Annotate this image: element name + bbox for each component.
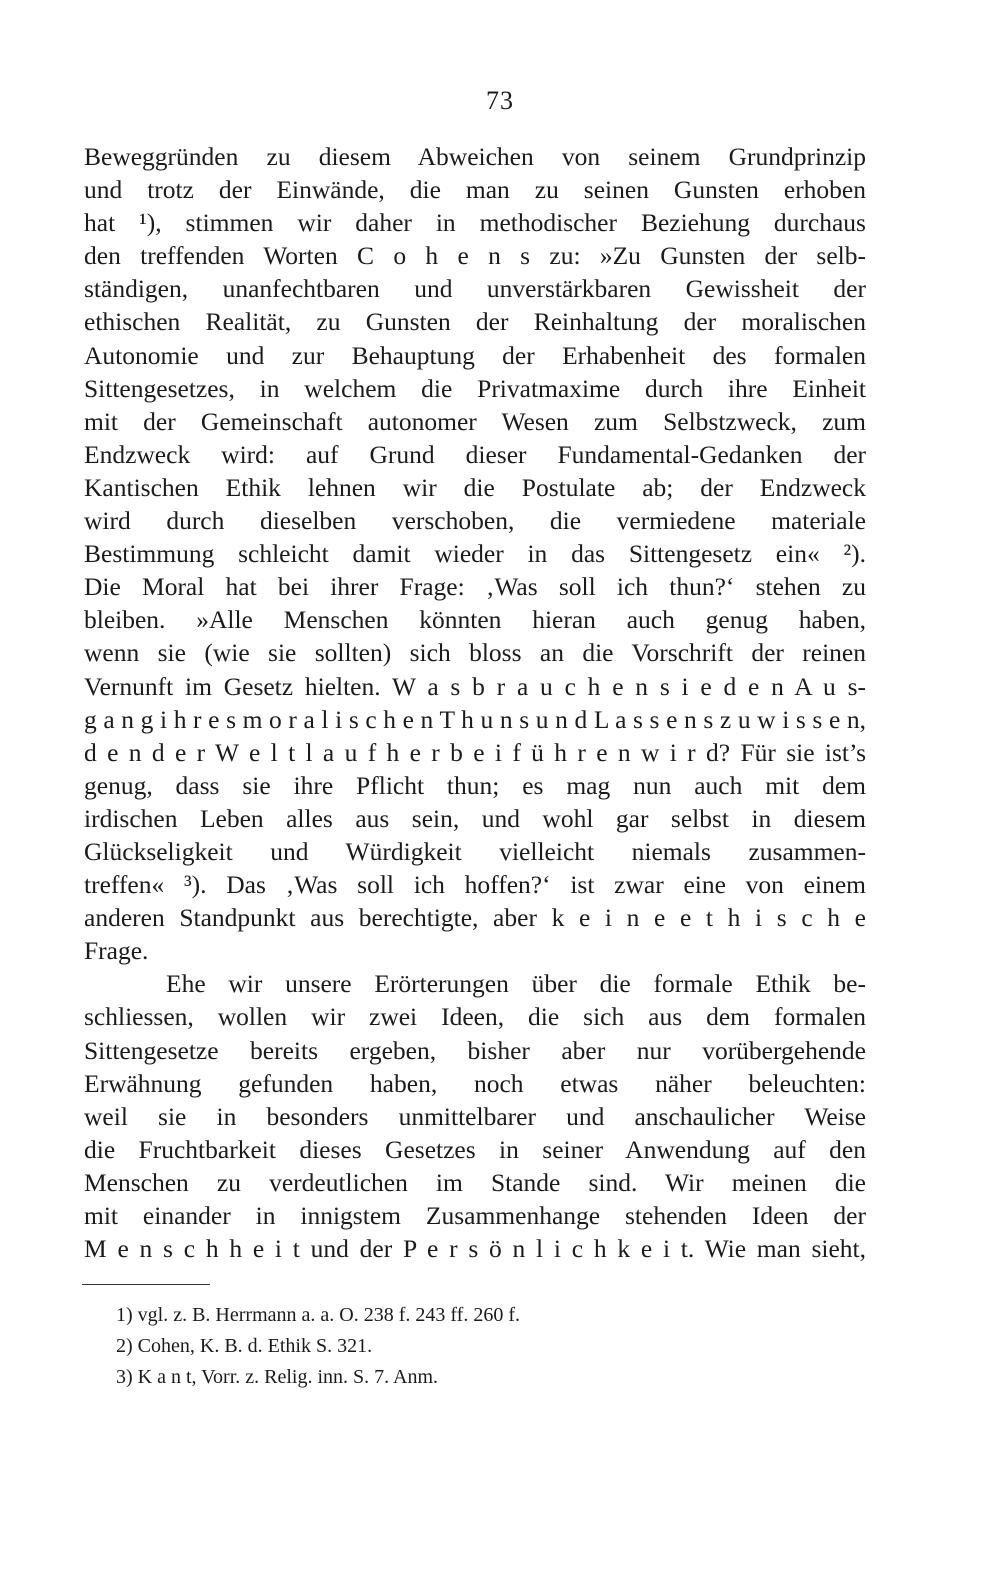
text-line: bleiben. »Alle Menschen könnten hieran auch genug haben, — [84, 605, 866, 635]
page-number: 73 — [486, 86, 514, 115]
text-line: hat ¹), stimmen wir daher in methodischer Beziehung durchaus — [84, 208, 866, 238]
text-line: M e n s c h h e i t und der P e r s ö n l i c h k e i t. Wie man sieht, — [84, 1234, 866, 1264]
text-line: wenn sie (wie sie sollten) sich bloss an die Vorschrift der reinen — [84, 638, 866, 668]
text-line: weil sie in besonders unmittelbarer und anschaulicher Weise — [84, 1101, 866, 1131]
footnote: 2) Cohen, K. B. d. Ethik S. 321. — [116, 1335, 373, 1357]
text-line: Beweggründen zu diesem Abweichen von seinem Grundprinzip — [84, 142, 866, 171]
footnote: 3) K a n t, Vorr. z. Relig. inn. S. 7. Anm. — [116, 1366, 439, 1388]
text-line: mit der Gemeinschaft autonomer Wesen zum Selbstzweck, zum — [84, 406, 866, 436]
text-line: Bestimmung schleicht damit wieder in das Sittengesetz ein« ²). — [84, 539, 866, 569]
text-line: genug, dass sie ihre Pflicht thun; es mag nun auch mit dem — [84, 770, 866, 800]
text-line: und trotz der Einwände, die man zu seinen Gunsten erhoben — [84, 175, 866, 205]
text-line: treffen« ³). Das ‚Was soll ich hoffen?‘ ist zwar eine von einem — [84, 870, 866, 900]
text-line: wird durch dieselben verschoben, die vermiedene materiale — [84, 506, 866, 536]
text-line: ständigen, unanfechtbaren und unverstärkbaren Gewissheit der — [84, 274, 866, 304]
footnote: 1) vgl. z. B. Herrmann a. a. O. 238 f. 243 ff. 260 f. — [116, 1304, 520, 1326]
text-line: ethischen Realität, zu Gunsten der Reinhaltung der moralischen — [84, 307, 866, 337]
text-line: Vernunft im Gesetz hielten. W a s b r a u c h e n s i e d e n A u s- — [84, 671, 866, 701]
text-line: Die Moral hat bei ihrer Frage: ‚Was soll ich thun?‘ stehen zu — [84, 572, 866, 602]
text-line: Menschen zu verdeutlichen im Stande sind. Wir meinen die — [84, 1167, 866, 1197]
text-line: Endzweck wird: auf Grund dieser Fundamental-Gedanken der — [84, 439, 866, 469]
text-line: Kantischen Ethik lehnen wir die Postulate ab; der Endzweck — [84, 472, 866, 502]
text-line: Autonomie und zur Behauptung der Erhabenheit des formalen — [84, 340, 866, 370]
text-line: schliessen, wollen wir zwei Ideen, die sich aus dem formalen — [84, 1002, 866, 1032]
text-line: Glückseligkeit und Würdigkeit vielleicht niemals zusammen- — [84, 836, 866, 866]
text-line: g a n g i h r e s m o r a l i s c h e n T h u n s u n d L a s s e n s z u w i s s e n, — [84, 704, 866, 734]
footnotes — [116, 1300, 856, 1393]
paragraph-first-line: Ehe wir unsere Erörterungen über die formale Ethik be- — [166, 969, 866, 999]
text-line: Sittengesetzes, in welchem die Privatmaxime durch ihre Einheit — [84, 373, 866, 403]
text-line: Frage. — [84, 936, 149, 966]
text-line: Sittengesetze bereits ergeben, bisher aber nur vorübergehende — [84, 1035, 866, 1065]
text-line: den treffenden Worten C o h e n s zu: »Zu Gunsten der selb- — [84, 241, 866, 271]
text-line: mit einander in innigstem Zusammenhange stehenden Ideen der — [84, 1201, 866, 1230]
text-line: anderen Standpunkt aus berechtigte, aber k e i n e e t h i s c h e — [84, 903, 866, 933]
text-line: d e n d e r W e l t l a u f h e r b e i f ü h r e n w i r d? Für sie ist’s — [84, 737, 866, 767]
footnote-divider — [82, 1284, 210, 1285]
text-line: Erwähnung gefunden haben, noch etwas näher beleuchten: — [84, 1068, 866, 1098]
text-line: die Fruchtbarkeit dieses Gesetzes in seiner Anwendung auf den — [84, 1134, 866, 1164]
text-line: irdischen Leben alles aus sein, und wohl gar selbst in diesem — [84, 803, 866, 833]
body-text — [84, 140, 866, 1265]
